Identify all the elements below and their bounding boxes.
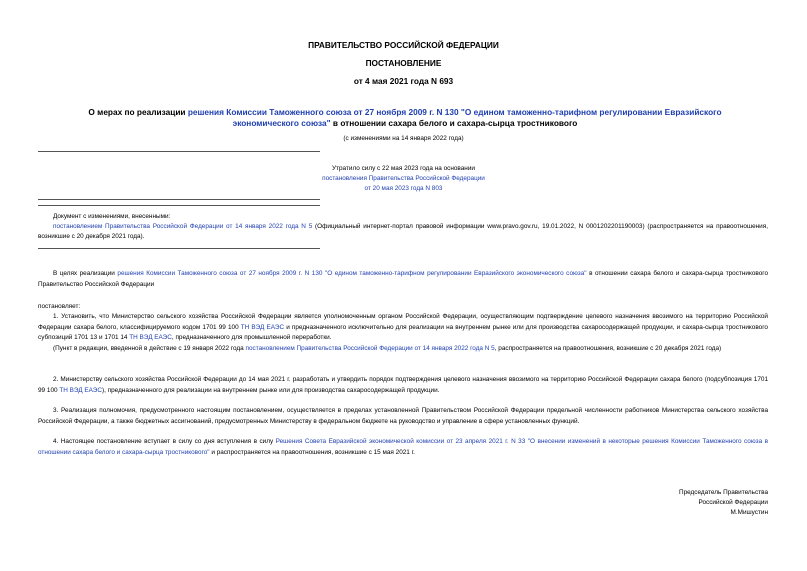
signature-name: М.Мишустин — [730, 509, 768, 516]
amended-note: (с изменениями на 14 января 2022 года) — [343, 135, 464, 142]
tn-ved-link[interactable]: ТН ВЭД ЕАЭС — [129, 334, 172, 341]
changes-text: постановлением Правительства Российской Федерации от 14 января 2022 года N 5 (Официальный интернет-портал правовой информации www.pravo.gov.ru, 19.01.2022, N 0001202201190003) (распространяется на правоотношения, возникшие с 20 декабря 2021 года). — [38, 223, 768, 240]
title-text-1: О мерах по реализации — [88, 107, 188, 117]
item-4-paragraph: 4. Настоящее постановление вступает в силу со дня вступления в силу Решения Совета Евразийской экономической комиссии от 23 апреля 2021 г. N 33 "О внесении изменений в некоторые решения Комиссии Таможенного союза в отношении сахара белого и сахара-сырца тростникового" и распространяется на правоотношения, возникшие с 15 мая 2021 г. — [38, 438, 769, 456]
invalid-notice-line1: Утратило силу с 22 мая 2023 года на основании — [332, 165, 475, 172]
preamble-decision-link[interactable]: решения Комиссии Таможенного союза от 27 ноября 2009 г. N 130 "О едином таможенно-тарифном регулировании Евразийского экономического союза" — [117, 270, 587, 277]
item-1-note: (Пункт в редакции, введенной в действие с 19 января 2022 года постановлением Правительства Российской Федерации от 14 января 2022 года N 5, распространяется на правоотношения, возникшие с 20 декабря 2021 года) — [53, 345, 722, 352]
changes-decree-link[interactable]: постановлением Правительства Российской Федерации от 14 января 2022 года N 5 — [53, 223, 313, 230]
divider-line — [38, 205, 320, 206]
signature-block — [679, 488, 768, 518]
invalid-notice-link-1[interactable]: постановления Правительства Российской Федерации — [322, 175, 485, 182]
document-title — [60, 107, 750, 129]
doc-type-heading: ПОСТАНОВЛЕНИЕ — [365, 58, 442, 68]
divider-line — [38, 199, 320, 200]
signature-position: Председатель Правительства — [679, 489, 768, 496]
item-1-note-link[interactable]: постановлением Правительства Российской Федерации от 14 января 2022 года N 5 — [245, 345, 495, 352]
signature-country: Российской Федерации — [698, 499, 768, 506]
item-1-paragraph: 1. Установить, что Министерство сельского хозяйства Российской Федерации является уполномоченным органом Российской Федерации, осуществляющим подтверждение целевого назначения ввозимого на территорию Российской Федерации сахара белого, классифицируемого кодом 1701 99 100 ТН ВЭД ЕАЭС и предназначенного исключительно для реализации на внутреннем рынке или для производства сахаросодержащей продукции, и сахара-сырца тростникового субпозиций 1701 13 и 1701 14 ТН ВЭД ЕАЭС, предназначенного для промышленной переработки. — [38, 313, 768, 341]
item-2-paragraph: 2. Министерству сельского хозяйства Российской Федерации до 14 мая 2021 г. разработать и утвердить порядок подтверждения целевого назначения ввозимого на территорию Российской Федерации сахара белого (подсубпозиция 1701 99 100 ТН ВЭД ЕАЭС), предназначенного для реализации на внутреннем рынке или для производства сахаросодержащей продукции. — [38, 376, 768, 394]
title-text-2: в отношении сахара белого и сахара-сырца тростникового — [330, 118, 578, 128]
tn-ved-link[interactable]: ТН ВЭД ЕАЭС — [59, 386, 102, 394]
decree-word: постановляет: — [38, 303, 81, 310]
tn-ved-link[interactable]: ТН ВЭД ЕАЭС — [240, 323, 285, 331]
preamble-paragraph: В целях реализации решения Комиссии Таможенного союза от 27 ноября 2009 г. N 130 "О едином таможенно-тарифном регулировании Евразийского экономического союза" в отношении сахара белого и сахара-сырца тростникового Правительство Российской Федерации — [38, 270, 769, 288]
title-decision-link[interactable]: решения Комиссии Таможенного союза от 27 ноября 2009 г. N 130 "О едином таможенно-тарифном регулировании Евразийского экономического союза" — [187, 107, 722, 128]
date-number-heading: от 4 мая 2021 года N 693 — [353, 76, 454, 86]
invalid-notice-link-2[interactable]: от 20 мая 2023 года N 803 — [364, 185, 443, 192]
divider-line — [38, 248, 320, 249]
item-4-decision-link[interactable]: Решения Совета Евразийской экономической комиссии от 23 апреля 2021 г. N 33 "О внесении изменений в некоторые решения Комиссии Таможенного союза в отношении сахара белого и сахара-сырца тростникового" — [38, 438, 769, 456]
changes-intro: Документ с изменениями, внесенными: — [53, 213, 171, 220]
org-heading: ПРАВИТЕЛЬСТВО РОССИЙСКОЙ ФЕДЕРАЦИИ — [308, 40, 499, 50]
item-3-paragraph: 3. Реализация полномочия, предусмотренного настоящим постановлением, осуществляется в пределах установленной Правительством Российской Федерации предельной численности работников Министерства сельского хозяйства Российской Федерации, а также бюджетных ассигнований, предусмотренных Министерству в федеральном бюджете на руководство и управление в сфере установленных функций. — [38, 407, 768, 425]
divider-line — [38, 151, 320, 152]
